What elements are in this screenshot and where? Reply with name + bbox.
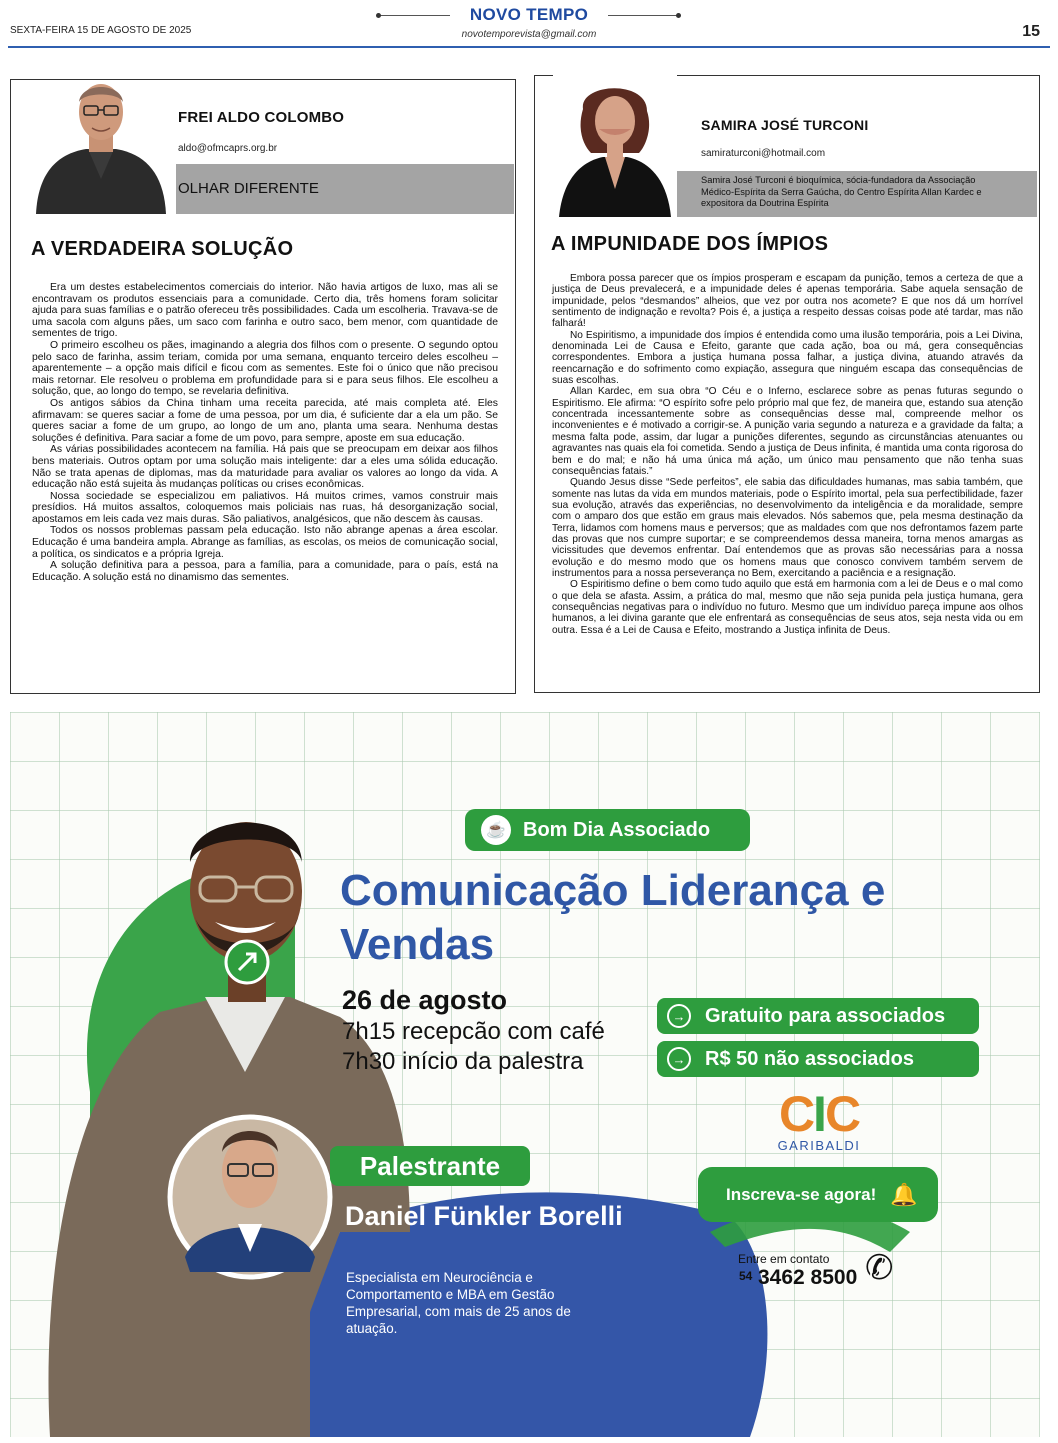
publication-name: NOVO TEMPO: [469, 5, 589, 24]
author-photo: [553, 69, 677, 217]
arrow-right-icon: →: [667, 1004, 691, 1028]
speaker-name: Daniel Fünkler Borelli: [345, 1201, 623, 1231]
column-olhar-diferente: [10, 79, 516, 694]
event-badge: [465, 809, 750, 851]
issue-date: SEXTA-FEIRA 15 DE AGOSTO DE 2025: [10, 25, 192, 36]
cic-logo: [764, 1086, 874, 1153]
article-body: [32, 282, 498, 583]
article-paragraph: Nossa sociedade se especializou em paliativos. Há muitos crimes, vamos construir mais presídios. Há muitos assaltos, coloquemos mais policiais nas ruas, há desorganização social, apostamos em leis cada vez mais duras. São paliativos, analgésicos, que não descem às causas.: [32, 490, 498, 525]
author-bio: Samira José Turconi é bioquímica, sócia-fundadora da Associação Médico-Espírita da Serra Gaúcha, do Centro Espírita Allan Kardec e expositora da Doutrina Espírita: [701, 175, 982, 208]
coffee-cup-icon: ☕: [481, 815, 511, 845]
article-paragraph: No Espiritismo, a impunidade dos ímpios é entendida como uma ilusão temporária, pois a Lei Divina, denominada Lei de Causa e Efeito, garante que cada ação, boa ou má, gera consequências correspondentes. Embora a justiça humana possa falhar, a justiça divina, atuando através da reencarnação e do sofrimento como expiação, assegura que ninguém escapa das consequências de suas escolhas.: [552, 329, 1023, 387]
article-paragraph: Allan Kardec, em sua obra “O Céu e o Inferno, esclarece sobre as penas futuras segundo o Espiritismo. Ele afirma: “O espírito sofre pelo próprio mal que fez, de maneira que, estando sua atenção concentrada incessantemente sobre as consequências desse mal, compreende melhor os inconvenientes e é motivado a corrigir-se. A punição varia segundo a natureza e a gravidade da falta; a mesma falta pode, assim, dar lugar a punições diferentes, segundo as circunstâncias atenuantes ou agravantes nas quais ela foi cometida. Sendo a justiça de Deus infinita, é mantida uma conta rigorosa do bem e do mal; e não há uma única má ação, um único mau pensamento que não tenha suas consequências fatais.”: [552, 386, 1023, 477]
article-paragraph: Era um destes estabelecimentos comerciais do interior. Não havia artigos de luxo, mas ali se encontravam os produtos essenciais para a comunidade. Certo dia, três homens foram solicitar ajuda para suas famílias e o patrão ofereceu três possibilidades. Cada um escolheria. Travava-se de uma sacola com alguns pães, um saco com farinha e outro saco, bem menor, com quantidade de sementes de trigo.: [32, 282, 498, 340]
column-samira: [534, 75, 1040, 693]
speaker-badge: Palestrante: [330, 1146, 530, 1186]
page-number: 15: [1022, 23, 1040, 40]
article-paragraph: Os antigos sábios da China tinham uma receita parecida, até mais completa até. Eles afirmavam: se queres saciar a fome de uma pessoa, por um dia, é suficiente dar a ela um pão. Se queres saciar a fome de um grupo, ao longo de um ano, planta uma seara. Nenhuma destas soluções é definitiva. Para saciar a fome de um povo, para sempre, aposte em sua educação.: [32, 397, 498, 444]
article-body: [552, 273, 1023, 636]
article-paragraph: O Espiritismo define o bem como tudo aquilo que está em harmonia com a lei de Deus e o mal como o que dela se afasta. Assim, a prática do mal, mesmo que não seja punida pela justiça humana, gera consequências negativas para o indivíduo no futuro. Mesmo que um indivíduo pareça impune aos olhos humanos, a lei divina garante que ele enfrentará as consequências de seus atos, seja nesta vida ou em outra. Essa é a Lei de Causa e Efeito, mostrando a Justiça infinita de Deus.: [552, 579, 1023, 636]
cic-logo-word: CIC: [778, 1086, 860, 1142]
publication-email: novotemporevista@gmail.com: [461, 29, 597, 40]
event-time-reception: 7h15 recepcão com café: [342, 1018, 605, 1045]
article-paragraph: Embora possa parecer que os ímpios prosperam e escapam da punição, temos a certeza de que a justiça de Deus prevalecerá, e a impunidade deles é apenas temporária. Sabe aquela sensação de impunidade, pelos “desmandos” alheios, que vez por outra nos acomete? E que nos dá um horrível sentimento de indignação e revolta? Pois é, a justiça a respeito dessas coisas pode até tardar, mas não falhará!: [552, 273, 1023, 330]
author-photo: [26, 54, 176, 214]
price-non-members: [657, 1041, 979, 1077]
author-name: SAMIRA JOSÉ TURCONI: [701, 117, 869, 133]
phone-number[interactable]: 3462 8500: [758, 1266, 858, 1289]
contact-label: Entre em contato: [738, 1252, 830, 1266]
advertisement: [10, 712, 1040, 1437]
arrow-right-icon: →: [667, 1047, 691, 1071]
article-paragraph: A solução definitiva para a pessoa, para a família, para a comunidade, para o país, está na Educação. A solução está no dinamismo das sementes.: [32, 560, 498, 583]
subscribe-button-label: Inscreva-se agora!: [726, 1184, 877, 1204]
article-title: A IMPUNIDADE DOS ÍMPIOS: [551, 233, 829, 255]
author-email: samiraturconi@hotmail.com: [701, 148, 826, 159]
article-paragraph: Todos os nossos problemas passam pela educação. Isto não abrange apenas a área escolar. Educação é uma bandeira ampla. Abrange as famílias, as escolas, os meios de comunicação social, a política, os sindicatos e a própria Igreja.: [32, 525, 498, 560]
masthead: [0, 0, 1058, 60]
article-paragraph: Quando Jesus disse “Sede perfeitos”, ele sabia das dificuldades humanas, mas sabia também, que somente nas lutas da vida em mundos materiais, pode o Espírito imortal, pela sua perfectibilidade, fazer sua evolução, através das experiências, no desenvolvimento da inteligência e da moralidade, sempre com o amparo dos que estão em graus mais elevados. Nós sabemos que, pela mesma destinação da Terra, lidamos com homens maus e perversos; que as maldades com que nos defrontamos fazem parte das provas que nos cumpre suportar; e se compreendemos dessa maneira, torna menos amargas as vicissitudes que devemos enfrentar. Daí entendemos que as provas são necessárias para a nossa evolução e do mesmo modo que os homens maus que conosco convivem também servem de instrumentos para a nossa perseverança no Bem, exercitando a paciência e a resignação.: [552, 477, 1023, 579]
masthead-rule: [8, 46, 1050, 48]
event-time-start: 7h30 início da palestra: [342, 1048, 584, 1075]
price-non-members-label: R$ 50 não associados: [705, 1047, 914, 1070]
price-members-label: Gratuito para associados: [705, 1004, 946, 1027]
speaker-bio: Especialista em Neurociência e Comportamento e MBA em Gestão Empresarial, com mais de 25 anos de atuação.: [346, 1270, 571, 1336]
column-title: OLHAR DIFERENTE: [178, 180, 319, 197]
event-title: Comunicação Liderança e Vendas: [340, 866, 886, 969]
phone-icon: ✆: [865, 1249, 894, 1287]
cic-logo-sub: GARIBALDI: [777, 1138, 861, 1153]
author-name: FREI ALDO COLOMBO: [178, 109, 345, 126]
author-email: aldo@ofmcaprs.org.br: [178, 143, 278, 154]
article-paragraph: As várias possibilidades acontecem na família. Há pais que se preocupam em deixar aos filhos bens materiais. Outros optam por uma solução mais inteligente: dar a eles uma sólida educação. Não se trata apenas de diplomas, mas da maturidade para avaliar os valores ao longo da vida. A educação não está sujeita às mudanças políticas ou crises econômicas.: [32, 444, 498, 491]
phone-area-code: 54: [739, 1269, 753, 1283]
price-members: [657, 998, 979, 1034]
article-title: A VERDADEIRA SOLUÇÃO: [31, 238, 294, 260]
event-badge-label: Bom Dia Associado: [523, 818, 711, 841]
article-paragraph: O primeiro escolheu os pães, imaginando a alegria dos filhos com o presente. O segundo optou pelo saco de farinha, assim teriam, comida por uma semana, enquanto terceiro deles escolheu – aparentemente – a opção mais difícil e ficou com as sementes. Este foi o único que não precisou mais retornar. Ele resolveu o problema em profundidade para si e para seus filhos. Ele escolheu a solução, que, ao longo do tempo, se revelaria definitiva.: [32, 339, 498, 398]
subscribe-button[interactable]: [698, 1167, 938, 1222]
event-date: 26 de agosto: [342, 985, 508, 1015]
bell-icon: 🔔: [890, 1181, 918, 1207]
